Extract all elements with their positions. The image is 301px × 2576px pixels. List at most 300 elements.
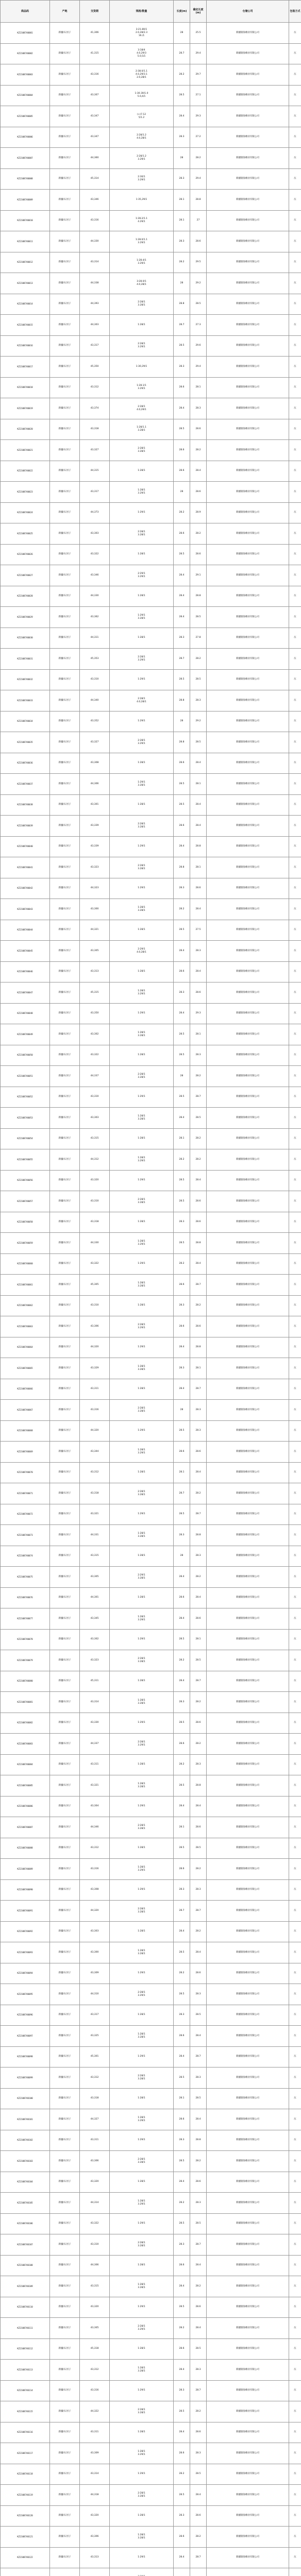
table-row — [1, 2568, 301, 2576]
cell-confirmed-length: 28.2 — [190, 1692, 207, 1713]
cell-origin: 新疆/石河子 — [50, 2443, 80, 2464]
cell-length: 28 — [174, 1546, 190, 1567]
cell-delivery: 43,314 — [80, 1692, 110, 1713]
cell-delivery: 44,320 — [80, 1420, 110, 1442]
cell-origin: 新疆/石河子 — [50, 774, 80, 795]
cell-delivery: 43,321 — [80, 1504, 110, 1525]
cell-delivery: 43,310 — [80, 2234, 110, 2256]
cell-delivery: 43,318 — [80, 1212, 110, 1233]
cell-confirmed-length: 28.5 — [190, 2213, 207, 2234]
cell-origin: 新疆/石河子 — [50, 1087, 80, 1108]
cell-origin: 新疆/石河子 — [50, 1379, 80, 1400]
cell-package: 压 — [289, 1337, 301, 1358]
cell-confirmed-length: 28.4 — [190, 1796, 207, 1817]
cell-length: 28.4 — [174, 607, 190, 628]
cell-package: 压 — [289, 2401, 301, 2422]
cell-origin: 新疆/石河子 — [50, 106, 80, 127]
cell-origin: 新疆/石河子 — [50, 1442, 80, 1463]
cell-delivery: 45,301 — [80, 2046, 110, 2067]
cell-length: 28.3 — [174, 2005, 190, 2026]
cell-warehouse: 新疆银海棉业有限公司 — [207, 252, 289, 273]
cell-length: 28.6 — [174, 2527, 190, 2548]
cell-package: 压 — [289, 440, 301, 461]
cell-length: 28.3 — [174, 168, 190, 190]
cell-package: 压 — [289, 2026, 301, 2047]
cell-package: 压 — [289, 961, 301, 982]
cell-delivery: 44,338 — [80, 273, 110, 294]
cell-spec-quantity: 1:28/1 3.28/1 — [110, 1775, 174, 1797]
cell-origin: 新疆/石河子 — [50, 2380, 80, 2401]
cell-delivery: 43,312 — [80, 377, 110, 398]
cell-length: 28.4 — [174, 836, 190, 857]
cell-length: 28.3 — [174, 982, 190, 1004]
cell-product-code: KZ2108740096 — [1, 2005, 50, 2026]
cell-warehouse: 新疆银海棉业有限公司 — [207, 357, 289, 378]
cell-origin: 新疆/石河子 — [50, 2005, 80, 2026]
table-row — [1, 2193, 301, 2214]
cell-confirmed-length: 28.8 — [190, 1525, 207, 1546]
cell-delivery: 43,312 — [80, 1838, 110, 1859]
cell-length: 28.2 — [174, 2193, 190, 2214]
table-row — [1, 1066, 301, 1087]
cell-package: 压 — [289, 1108, 301, 1129]
cell-delivery: 45,353 — [80, 649, 110, 670]
cell-spec-quantity: 2:28/1 3.28/1 — [110, 1066, 174, 1087]
cell-delivery: 44,330 — [80, 231, 110, 252]
cell-length: 28.6 — [174, 1316, 190, 1337]
cell-warehouse: 新疆银海棉业有限公司 — [207, 1587, 289, 1608]
cell-product-code: KZ2108740114 — [1, 2380, 50, 2401]
cell-package: 压 — [289, 357, 301, 378]
cell-length: 28.5 — [174, 1713, 190, 1734]
cell-package: 压 — [289, 2485, 301, 2506]
cell-spec-quantity: 2:28/1 3.28/1 — [110, 857, 174, 878]
table-row — [1, 1170, 301, 1191]
cell-delivery: 43,317 — [80, 2005, 110, 2026]
cell-warehouse: 新疆银海棉业有限公司 — [207, 2109, 289, 2130]
cell-warehouse: 新疆银海棉业有限公司 — [207, 649, 289, 670]
header-delivery: 交货期 — [80, 1, 110, 23]
cell-confirmed-length: 27.1 — [190, 85, 207, 106]
table-row — [1, 2360, 301, 2381]
cell-delivery: 44,315 — [80, 461, 110, 482]
table-row — [1, 1608, 301, 1630]
cell-length: 28.4 — [174, 2276, 190, 2297]
cell-product-code: KZ2108740107 — [1, 2234, 50, 2256]
cell-product-code: KZ2108740026 — [1, 544, 50, 565]
table-row — [1, 1316, 301, 1337]
cell-confirmed-length: 28.7 — [190, 1275, 207, 1296]
cell-package: 压 — [289, 2318, 301, 2339]
table-row — [1, 1796, 301, 1817]
table-row — [1, 1775, 301, 1797]
cell-product-code: KZ2108740103 — [1, 2151, 50, 2172]
cell-package: 压 — [289, 1316, 301, 1337]
cell-product-code: KZ2108740009 — [1, 190, 50, 211]
cell-length: 28.4 — [174, 1379, 190, 1400]
cell-spec-quantity: 1:28/1 — [110, 1546, 174, 1567]
cell-package: 压 — [289, 23, 301, 44]
cell-delivery: 43,315 — [80, 1128, 110, 1149]
cell-package: 压 — [289, 210, 301, 231]
table-row — [1, 1253, 301, 1275]
cell-product-code: KZ2108740118 — [1, 2464, 50, 2485]
cell-package: 压 — [289, 1024, 301, 1045]
cell-origin: 新疆/石河子 — [50, 607, 80, 628]
cell-package: 压 — [289, 836, 301, 857]
cell-confirmed-length: 28.4 — [190, 753, 207, 774]
cell-spec-quantity: 1:28.0/1.1 3.29/1 — [110, 231, 174, 252]
header-spec-quantity: 规格/数量 — [110, 1, 174, 23]
cell-delivery: 43,305 — [80, 941, 110, 962]
cell-origin: 新疆/石河子 — [50, 816, 80, 837]
cell-length: 28.5 — [174, 1629, 190, 1650]
cell-confirmed-length — [190, 2568, 207, 2576]
cell-warehouse: 新疆银海棉业有限公司 — [207, 1462, 289, 1483]
cell-product-code: KZ2108740023 — [1, 482, 50, 503]
cell-origin: 新疆/石河子 — [50, 168, 80, 190]
cell-delivery: 43,311 — [80, 1379, 110, 1400]
cell-length: 28.3 — [174, 1212, 190, 1233]
cell-length: 28.5 — [174, 419, 190, 440]
cell-confirmed-length: 28.6 — [190, 982, 207, 1004]
cell-warehouse: 新疆银海棉业有限公司 — [207, 982, 289, 1004]
cell-origin: 新疆/石河子 — [50, 1358, 80, 1379]
cell-confirmed-length: 28.7 — [190, 2046, 207, 2067]
cell-spec-quantity: 2:28/1 3.29/1 — [110, 732, 174, 753]
cell-spec-quantity: 2:28/1 3.28/1 — [110, 1901, 174, 1922]
cell-origin: 新疆/石河子 — [50, 1671, 80, 1692]
cell-delivery: 43,327 — [80, 440, 110, 461]
cell-package: 压 — [289, 1379, 301, 1400]
table-row — [1, 2088, 301, 2109]
cell-spec-quantity: 2:28/1 3.28/1 — [110, 1191, 174, 1212]
cell-package: 压 — [289, 2151, 301, 2172]
cell-spec-quantity: 1:29/1 — [110, 1504, 174, 1525]
cell-package: 压 — [289, 774, 301, 795]
cell-confirmed-length: 28.4 — [190, 2485, 207, 2506]
cell-product-code: KZ2108740005 — [1, 106, 50, 127]
cell-spec-quantity: 1:28/1 — [110, 2422, 174, 2443]
cell-length: 28.5 — [174, 1170, 190, 1191]
cell-package: 压 — [289, 1212, 301, 1233]
table-row — [1, 294, 301, 315]
cell-package: 压 — [289, 502, 301, 523]
cell-warehouse: 新疆银海棉业有限公司 — [207, 1567, 289, 1588]
cell-confirmed-length: 28.8 — [190, 1775, 207, 1797]
cell-product-code: KZ2108740041 — [1, 857, 50, 878]
table-row — [1, 1754, 301, 1775]
table-row — [1, 2297, 301, 2318]
cell-package: 压 — [289, 1546, 301, 1567]
cell-product-code: KZ2108740038 — [1, 794, 50, 816]
cell-product-code: KZ2108740025 — [1, 523, 50, 545]
table-row — [1, 43, 301, 64]
cell-length: 28.6 — [174, 1275, 190, 1296]
cell-delivery: 43,300 — [80, 1942, 110, 1963]
cell-warehouse: 新疆银海棉业有限公司 — [207, 836, 289, 857]
cell-confirmed-length: 28.5 — [190, 607, 207, 628]
cell-confirmed-length: 28.3 — [190, 2443, 207, 2464]
cell-package: 压 — [289, 168, 301, 190]
cell-product-code: KZ2108740076 — [1, 1587, 50, 1608]
cell-delivery: 43,307 — [80, 85, 110, 106]
cell-delivery: 43,304 — [80, 1796, 110, 1817]
cell-product-code: KZ2108740057 — [1, 1191, 50, 1212]
cell-origin: 新疆/石河子 — [50, 377, 80, 398]
cell-delivery: 43,320 — [80, 1170, 110, 1191]
cell-package: 压 — [289, 732, 301, 753]
cell-confirmed-length: 28.8 — [190, 190, 207, 211]
cell-warehouse: 新疆银海棉业有限公司 — [207, 2088, 289, 2109]
cell-package: 压 — [289, 1003, 301, 1024]
table-row — [1, 941, 301, 962]
cell-package: 压 — [289, 649, 301, 670]
cell-length: 28.3 — [174, 127, 190, 148]
cell-warehouse: 新疆银海棉业有限公司 — [207, 774, 289, 795]
cell-delivery: 45,318 — [80, 2338, 110, 2360]
cell-warehouse: 新疆银海棉业有限公司 — [207, 2360, 289, 2381]
cell-confirmed-length: 28.4 — [190, 899, 207, 920]
cell-confirmed-length: 28.8 — [190, 586, 207, 607]
cell-delivery: 43,339 — [80, 816, 110, 837]
table-row — [1, 669, 301, 690]
cell-package: 压 — [289, 1692, 301, 1713]
cell-confirmed-length: 28.6 — [190, 1191, 207, 1212]
cell-spec-quantity: 2:28/1 3.29/1 — [110, 2318, 174, 2339]
cell-warehouse: 新疆银海棉业有限公司 — [207, 1901, 289, 1922]
cell-length: 28.4 — [174, 1003, 190, 1024]
cell-product-code: KZ2108740042 — [1, 878, 50, 899]
cell-length: 28.4 — [174, 2046, 190, 2067]
cell-length: 28.5 — [174, 1191, 190, 1212]
cell-warehouse: 新疆银海棉业有限公司 — [207, 1337, 289, 1358]
cell-product-code: KZ2108740017 — [1, 357, 50, 378]
cell-length: 28.4 — [174, 2422, 190, 2443]
table-row — [1, 2213, 301, 2234]
cell-origin: 新疆/石河子 — [50, 2527, 80, 2548]
cell-origin: 新疆/石河子 — [50, 982, 80, 1004]
cell-product-code: KZ2108740058 — [1, 1212, 50, 1233]
cell-delivery: 43,350 — [80, 1003, 110, 1024]
cell-origin: 新疆/石河子 — [50, 502, 80, 523]
cell-delivery: 43,314 — [80, 252, 110, 273]
cell-package: 压 — [289, 586, 301, 607]
cell-confirmed-length: 28.3 — [190, 1754, 207, 1775]
cell-spec-quantity: 1:28/1 — [110, 961, 174, 982]
cell-origin: 新疆/石河子 — [50, 544, 80, 565]
cell-delivery: 43,311 — [80, 2422, 110, 2443]
cell-package: 压 — [289, 1253, 301, 1275]
table-row — [1, 565, 301, 586]
cell-product-code: KZ2108740049 — [1, 1024, 50, 1045]
cell-spec-quantity: 1:29/1 — [110, 1087, 174, 1108]
cell-length: 28.5 — [174, 794, 190, 816]
cell-origin: 新疆/石河子 — [50, 2485, 80, 2506]
cell-spec-quantity: 1:28/1 — [110, 1671, 174, 1692]
cell-spec-quantity: 1:28/1 — [110, 2505, 174, 2527]
cell-spec-quantity: 1:28/1 — [110, 628, 174, 649]
cell-confirmed-length: 28.6 — [190, 1442, 207, 1463]
cell-length: 28.5 — [174, 85, 190, 106]
cell-confirmed-length: 28.8 — [190, 836, 207, 857]
cell-origin: 新疆/石河子 — [50, 148, 80, 169]
cell-spec-quantity: 1:28/1 3.28/1 — [110, 2360, 174, 2381]
cell-confirmed-length: 28.5 — [190, 294, 207, 315]
cell-package: 压 — [289, 1462, 301, 1483]
cell-spec-quantity: 1:28.4/1 3.29/1 — [110, 252, 174, 273]
cell-package: 压 — [289, 2067, 301, 2089]
cell-confirmed-length: 28.5 — [190, 2005, 207, 2026]
cell-length: 28.5 — [174, 544, 190, 565]
cell-delivery: 43,314 — [80, 2464, 110, 2485]
cell-length: 28.3 — [174, 1525, 190, 1546]
cell-confirmed-length: 28.6 — [190, 1817, 207, 1838]
cell-product-code: KZ2108740075 — [1, 1567, 50, 1588]
cell-delivery: 43,312 — [80, 1462, 110, 1483]
cell-product-code: KZ2108740064 — [1, 1337, 50, 1358]
cell-delivery: 43,352 — [80, 711, 110, 732]
cell-confirmed-length: 28.3 — [190, 690, 207, 711]
cell-spec-quantity: 1:29/1 — [110, 2213, 174, 2234]
cell-package: 压 — [289, 1775, 301, 1797]
cell-length: 28.4 — [174, 1337, 190, 1358]
cell-product-code: KZ2108740122 — [1, 2547, 50, 2568]
cell-warehouse: 新疆银海棉业有限公司 — [207, 1275, 289, 1296]
cell-origin: 新疆/石河子 — [50, 1462, 80, 1483]
cell-product-code: KZ2108740067 — [1, 1400, 50, 1421]
cell-spec-quantity: 1:29/1 — [110, 502, 174, 523]
cell-product-code: KZ2108740014 — [1, 294, 50, 315]
table-row — [1, 190, 301, 211]
cell-confirmed-length: 28.9 — [190, 502, 207, 523]
cell-confirmed-length: 28.4 — [190, 1462, 207, 1483]
cell-delivery: 43,327 — [80, 732, 110, 753]
cell-product-code: KZ2108740008 — [1, 168, 50, 190]
cell-origin: 新疆/石河子 — [50, 1212, 80, 1233]
cell-length: 28.3 — [174, 2234, 190, 2256]
cell-length: 28.3 — [174, 2130, 190, 2151]
cell-product-code: KZ2108740046 — [1, 961, 50, 982]
cell-length: 28.1 — [174, 2088, 190, 2109]
cell-delivery: 44,321 — [80, 920, 110, 941]
cell-spec-quantity: 1:29/1 — [110, 711, 174, 732]
cell-warehouse: 新疆银海棉业有限公司 — [207, 1149, 289, 1171]
cell-product-code: KZ2108740081 — [1, 1692, 50, 1713]
cell-delivery: 43,303 — [80, 1921, 110, 1942]
cell-confirmed-length: 28.5 — [190, 1108, 207, 1129]
cell-spec-quantity: 2:28/1 3.28/1 — [110, 294, 174, 315]
cell-spec-quantity: 1:28.1/1 3.29/1 — [110, 377, 174, 398]
cell-spec-quantity: 2:28/1 3.28/1 — [110, 1650, 174, 1671]
cell-product-code: KZ2108740043 — [1, 899, 50, 920]
cell-warehouse: 新疆银海棉业有限公司 — [207, 85, 289, 106]
cell-product-code: KZ2108740022 — [1, 461, 50, 482]
cell-product-code: KZ2108740088 — [1, 1838, 50, 1859]
cell-warehouse: 新疆银海棉业有限公司 — [207, 148, 289, 169]
cell-origin: 新疆/石河子 — [50, 941, 80, 962]
cell-spec-quantity: 1:28/1 — [110, 544, 174, 565]
cell-confirmed-length: 28.4 — [190, 2255, 207, 2276]
cell-product-code: KZ2108740020 — [1, 419, 50, 440]
cell-spec-quantity: 1:28/1 — [110, 794, 174, 816]
cell-origin: 新疆/石河子 — [50, 1650, 80, 1671]
table-row — [1, 920, 301, 941]
cell-package: 压 — [289, 2005, 301, 2026]
table-row — [1, 1650, 301, 1671]
cell-length: 28.6 — [174, 377, 190, 398]
cell-origin: 新疆/石河子 — [50, 1400, 80, 1421]
table-row — [1, 711, 301, 732]
cell-delivery: 43,346 — [80, 190, 110, 211]
cell-spec-quantity: 1:28.2/1.1 4.29/1 — [110, 210, 174, 231]
table-row — [1, 857, 301, 878]
cell-package: 压 — [289, 690, 301, 711]
table-row — [1, 1108, 301, 1129]
cell-package: 压 — [289, 2193, 301, 2214]
table-row — [1, 732, 301, 753]
cell-product-code: KZ2108740074 — [1, 1546, 50, 1567]
cell-warehouse: 新疆银海棉业有限公司 — [207, 1170, 289, 1191]
cell-product-code: KZ2108740056 — [1, 1170, 50, 1191]
table-row — [1, 1275, 301, 1296]
cell-delivery: 44,346 — [80, 1817, 110, 1838]
cell-delivery: 43,362 — [80, 607, 110, 628]
cell-package: 压 — [289, 1859, 301, 1880]
cell-spec-quantity: 1:28/1 3.29/1 — [110, 482, 174, 503]
cell-origin: 新疆/石河子 — [50, 2234, 80, 2256]
cell-product-code: KZ2108740032 — [1, 669, 50, 690]
cell-package: 压 — [289, 1442, 301, 1463]
cell-origin: 新疆/石河子 — [50, 2338, 80, 2360]
cell-product-code: KZ2108740029 — [1, 607, 50, 628]
cell-product-code: KZ2108740095 — [1, 1984, 50, 2005]
cell-delivery: 43,321 — [80, 1775, 110, 1797]
cell-product-code: KZ2108740006 — [1, 127, 50, 148]
cell-spec-quantity: 2:28/1.2 4.0,28/1 — [110, 127, 174, 148]
table-row — [1, 836, 301, 857]
cell-warehouse: 新疆银海棉业有限公司 — [207, 1045, 289, 1066]
cell-confirmed-length: 28.4 — [190, 1942, 207, 1963]
cell-spec-quantity: 1:28/1 — [110, 1921, 174, 1942]
cell-origin: 新疆/石河子 — [50, 836, 80, 857]
cell-product-code: KZ2108740069 — [1, 1442, 50, 1463]
cell-origin: 新疆/石河子 — [50, 2422, 80, 2443]
cell-spec-quantity: 1:28/1 — [110, 2005, 174, 2026]
cell-package: 压 — [289, 294, 301, 315]
cell-warehouse: 新疆银海棉业有限公司 — [207, 64, 289, 86]
cell-spec-quantity: 1:28/1 3.29/1 — [110, 1442, 174, 1463]
cell-warehouse: 新疆银海棉业有限公司 — [207, 878, 289, 899]
cell-length: 28.5 — [174, 920, 190, 941]
cell-package: 压 — [289, 2109, 301, 2130]
cell-confirmed-length: 28.3 — [190, 1984, 207, 2005]
cell-length: 28.6 — [174, 961, 190, 982]
table-row — [1, 1901, 301, 1922]
cell-spec-quantity: 1:29/1 — [110, 1629, 174, 1650]
table-row — [1, 23, 301, 44]
cell-length — [174, 2568, 190, 2576]
cell-length: 28.6 — [174, 2443, 190, 2464]
cell-delivery: 43,310 — [80, 1087, 110, 1108]
cell-origin: 新疆/石河子 — [50, 2297, 80, 2318]
cell-delivery: 44,330 — [80, 586, 110, 607]
cell-warehouse: 新疆银海棉业有限公司 — [207, 1796, 289, 1817]
cell-warehouse: 新疆银海棉业有限公司 — [207, 1379, 289, 1400]
table-row — [1, 1567, 301, 1588]
cell-origin: 新疆/石河子 — [50, 649, 80, 670]
cell-confirmed-length: 28.6 — [190, 878, 207, 899]
